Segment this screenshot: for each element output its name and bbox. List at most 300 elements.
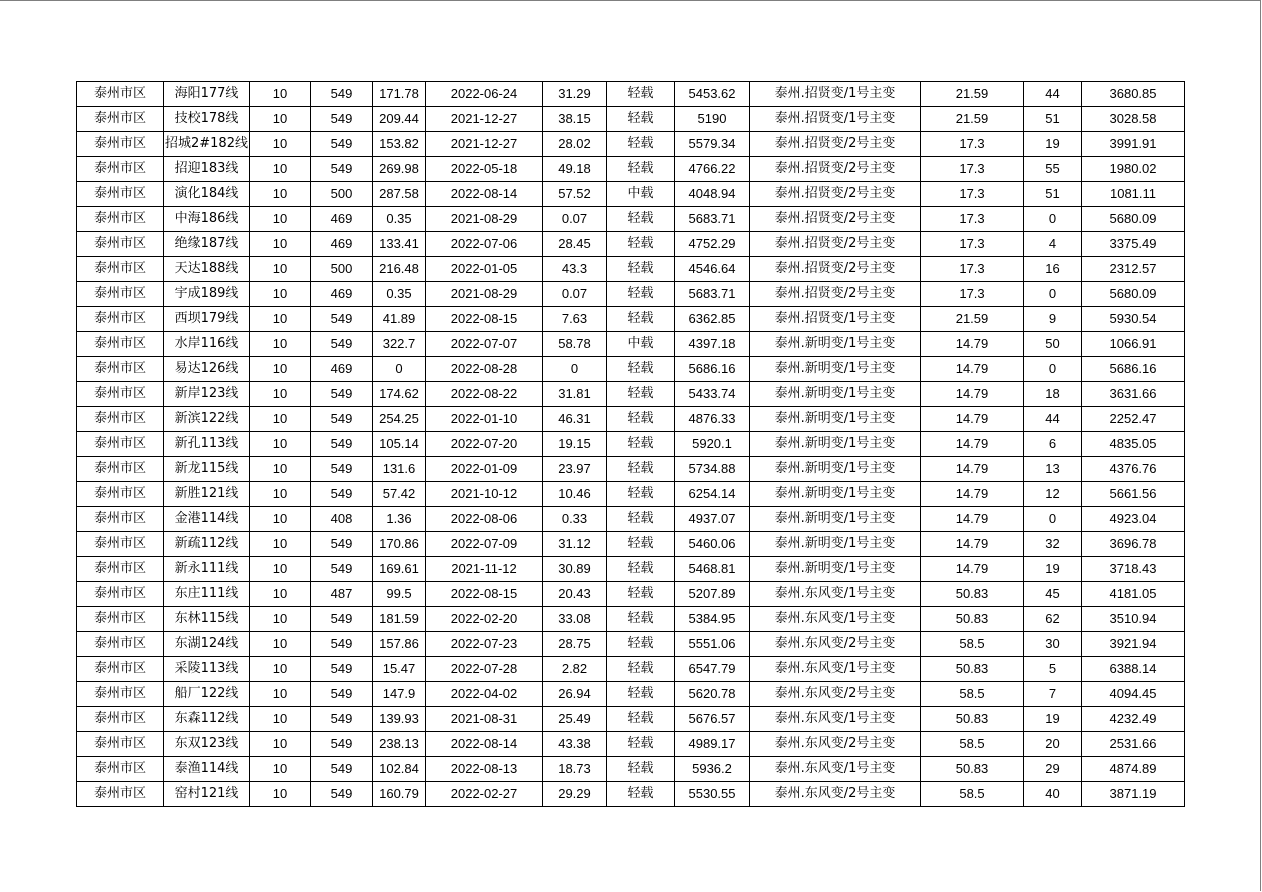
count-cell: 44 xyxy=(1024,82,1082,107)
available-capacity-cell: 4989.17 xyxy=(675,732,750,757)
capacity-cell: 549 xyxy=(311,782,373,807)
table-row xyxy=(77,632,1185,657)
table-row xyxy=(77,757,1185,782)
available-capacity-cell: 5190 xyxy=(675,107,750,132)
count-cell: 0 xyxy=(1024,207,1082,232)
table-row xyxy=(77,232,1185,257)
load-cell: 131.6 xyxy=(373,457,426,482)
transformer-load-rate-cell: 58.5 xyxy=(921,682,1024,707)
transformer-cell: 泰州.招贤变/2号主变 xyxy=(750,282,921,307)
capacity-cell: 549 xyxy=(311,82,373,107)
date-cell: 2021-12-27 xyxy=(426,107,543,132)
capacity-cell: 549 xyxy=(311,632,373,657)
available-capacity-cell: 5453.62 xyxy=(675,82,750,107)
line-name-cell: 东湖124线 xyxy=(164,632,250,657)
voltage-cell: 10 xyxy=(250,507,311,532)
region-cell: 泰州市区 xyxy=(77,557,164,582)
date-cell: 2022-02-20 xyxy=(426,607,543,632)
remaining-capacity-cell: 3375.49 xyxy=(1082,232,1185,257)
region-cell: 泰州市区 xyxy=(77,457,164,482)
available-capacity-cell: 5683.71 xyxy=(675,282,750,307)
voltage-cell: 10 xyxy=(250,407,311,432)
transformer-cell: 泰州.招贤变/2号主变 xyxy=(750,157,921,182)
count-cell: 45 xyxy=(1024,582,1082,607)
region-cell: 泰州市区 xyxy=(77,732,164,757)
line-name-cell: 海阳177线 xyxy=(164,82,250,107)
load-status-cell: 轻载 xyxy=(607,657,675,682)
load-rate-cell: 19.15 xyxy=(543,432,607,457)
transformer-cell: 泰州.新明变/1号主变 xyxy=(750,507,921,532)
transformer-load-rate-cell: 17.3 xyxy=(921,232,1024,257)
line-name-cell: 易达126线 xyxy=(164,357,250,382)
available-capacity-cell: 5683.71 xyxy=(675,207,750,232)
load-status-cell: 轻载 xyxy=(607,457,675,482)
count-cell: 0 xyxy=(1024,507,1082,532)
voltage-cell: 10 xyxy=(250,457,311,482)
count-cell: 30 xyxy=(1024,632,1082,657)
transformer-cell: 泰州.招贤变/2号主变 xyxy=(750,132,921,157)
transformer-cell: 泰州.东风变/1号主变 xyxy=(750,707,921,732)
transformer-cell: 泰州.新明变/1号主变 xyxy=(750,557,921,582)
load-rate-cell: 7.63 xyxy=(543,307,607,332)
load-cell: 99.5 xyxy=(373,582,426,607)
load-status-cell: 轻载 xyxy=(607,307,675,332)
transformer-load-rate-cell: 14.79 xyxy=(921,482,1024,507)
date-cell: 2021-12-27 xyxy=(426,132,543,157)
capacity-cell: 549 xyxy=(311,332,373,357)
transformer-load-rate-cell: 14.79 xyxy=(921,382,1024,407)
transformer-cell: 泰州.东风变/1号主变 xyxy=(750,657,921,682)
voltage-cell: 10 xyxy=(250,82,311,107)
voltage-cell: 10 xyxy=(250,532,311,557)
line-name-cell: 天达188线 xyxy=(164,257,250,282)
transformer-cell: 泰州.新明变/1号主变 xyxy=(750,357,921,382)
load-rate-cell: 0.07 xyxy=(543,282,607,307)
region-cell: 泰州市区 xyxy=(77,207,164,232)
load-rate-cell: 38.15 xyxy=(543,107,607,132)
available-capacity-cell: 5734.88 xyxy=(675,457,750,482)
load-status-cell: 轻载 xyxy=(607,782,675,807)
capacity-cell: 549 xyxy=(311,682,373,707)
line-name-cell: 水岸116线 xyxy=(164,332,250,357)
available-capacity-cell: 5468.81 xyxy=(675,557,750,582)
load-cell: 254.25 xyxy=(373,407,426,432)
transformer-load-rate-cell: 14.79 xyxy=(921,507,1024,532)
region-cell: 泰州市区 xyxy=(77,532,164,557)
count-cell: 50 xyxy=(1024,332,1082,357)
count-cell: 29 xyxy=(1024,757,1082,782)
voltage-cell: 10 xyxy=(250,232,311,257)
load-cell: 238.13 xyxy=(373,732,426,757)
load-cell: 157.86 xyxy=(373,632,426,657)
load-cell: 322.7 xyxy=(373,332,426,357)
transformer-cell: 泰州.招贤变/1号主变 xyxy=(750,307,921,332)
region-cell: 泰州市区 xyxy=(77,157,164,182)
capacity-cell: 549 xyxy=(311,107,373,132)
capacity-cell: 408 xyxy=(311,507,373,532)
region-cell: 泰州市区 xyxy=(77,482,164,507)
load-cell: 1.36 xyxy=(373,507,426,532)
load-rate-cell: 0.33 xyxy=(543,507,607,532)
region-cell: 泰州市区 xyxy=(77,632,164,657)
line-name-cell: 东双123线 xyxy=(164,732,250,757)
count-cell: 19 xyxy=(1024,132,1082,157)
voltage-cell: 10 xyxy=(250,682,311,707)
voltage-cell: 10 xyxy=(250,382,311,407)
region-cell: 泰州市区 xyxy=(77,282,164,307)
capacity-cell: 500 xyxy=(311,182,373,207)
load-status-cell: 轻载 xyxy=(607,282,675,307)
transformer-cell: 泰州.东风变/2号主变 xyxy=(750,632,921,657)
capacity-cell: 549 xyxy=(311,432,373,457)
date-cell: 2022-08-14 xyxy=(426,182,543,207)
transformer-cell: 泰州.东风变/2号主变 xyxy=(750,682,921,707)
transformer-cell: 泰州.招贤变/2号主变 xyxy=(750,232,921,257)
count-cell: 19 xyxy=(1024,707,1082,732)
voltage-cell: 10 xyxy=(250,207,311,232)
remaining-capacity-cell: 4232.49 xyxy=(1082,707,1185,732)
region-cell: 泰州市区 xyxy=(77,432,164,457)
load-rate-cell: 20.43 xyxy=(543,582,607,607)
transformer-load-rate-cell: 14.79 xyxy=(921,557,1024,582)
remaining-capacity-cell: 5930.54 xyxy=(1082,307,1185,332)
count-cell: 6 xyxy=(1024,432,1082,457)
table-row xyxy=(77,282,1185,307)
count-cell: 12 xyxy=(1024,482,1082,507)
load-rate-cell: 18.73 xyxy=(543,757,607,782)
count-cell: 32 xyxy=(1024,532,1082,557)
table-row xyxy=(77,432,1185,457)
region-cell: 泰州市区 xyxy=(77,257,164,282)
date-cell: 2022-08-22 xyxy=(426,382,543,407)
region-cell: 泰州市区 xyxy=(77,232,164,257)
line-name-cell: 新孔113线 xyxy=(164,432,250,457)
voltage-cell: 10 xyxy=(250,632,311,657)
transformer-load-rate-cell: 21.59 xyxy=(921,307,1024,332)
load-cell: 15.47 xyxy=(373,657,426,682)
load-cell: 105.14 xyxy=(373,432,426,457)
line-name-cell: 窑村121线 xyxy=(164,782,250,807)
load-cell: 147.9 xyxy=(373,682,426,707)
table-row xyxy=(77,457,1185,482)
date-cell: 2022-01-05 xyxy=(426,257,543,282)
date-cell: 2021-11-12 xyxy=(426,557,543,582)
line-name-cell: 宇成189线 xyxy=(164,282,250,307)
data-table xyxy=(76,81,1185,807)
transformer-load-rate-cell: 14.79 xyxy=(921,457,1024,482)
available-capacity-cell: 4546.64 xyxy=(675,257,750,282)
transformer-cell: 泰州.招贤变/1号主变 xyxy=(750,107,921,132)
transformer-load-rate-cell: 17.3 xyxy=(921,132,1024,157)
date-cell: 2022-07-07 xyxy=(426,332,543,357)
available-capacity-cell: 4397.18 xyxy=(675,332,750,357)
load-cell: 133.41 xyxy=(373,232,426,257)
load-status-cell: 轻载 xyxy=(607,382,675,407)
available-capacity-cell: 4937.07 xyxy=(675,507,750,532)
remaining-capacity-cell: 2531.66 xyxy=(1082,732,1185,757)
remaining-capacity-cell: 2252.47 xyxy=(1082,407,1185,432)
table-row xyxy=(77,332,1185,357)
line-name-cell: 新滨122线 xyxy=(164,407,250,432)
transformer-load-rate-cell: 14.79 xyxy=(921,532,1024,557)
region-cell: 泰州市区 xyxy=(77,357,164,382)
table-row xyxy=(77,407,1185,432)
load-cell: 170.86 xyxy=(373,532,426,557)
date-cell: 2022-08-14 xyxy=(426,732,543,757)
voltage-cell: 10 xyxy=(250,707,311,732)
capacity-cell: 549 xyxy=(311,607,373,632)
load-rate-cell: 31.12 xyxy=(543,532,607,557)
load-status-cell: 轻载 xyxy=(607,732,675,757)
load-status-cell: 轻载 xyxy=(607,632,675,657)
load-cell: 169.61 xyxy=(373,557,426,582)
load-status-cell: 轻载 xyxy=(607,207,675,232)
transformer-load-rate-cell: 58.5 xyxy=(921,782,1024,807)
voltage-cell: 10 xyxy=(250,757,311,782)
date-cell: 2021-10-12 xyxy=(426,482,543,507)
table-row xyxy=(77,707,1185,732)
transformer-cell: 泰州.新明变/1号主变 xyxy=(750,407,921,432)
table-row xyxy=(77,557,1185,582)
remaining-capacity-cell: 3696.78 xyxy=(1082,532,1185,557)
transformer-cell: 泰州.新明变/1号主变 xyxy=(750,457,921,482)
capacity-cell: 549 xyxy=(311,407,373,432)
voltage-cell: 10 xyxy=(250,782,311,807)
transformer-cell: 泰州.东风变/2号主变 xyxy=(750,732,921,757)
transformer-load-rate-cell: 21.59 xyxy=(921,107,1024,132)
line-name-cell: 中海186线 xyxy=(164,207,250,232)
table-row xyxy=(77,382,1185,407)
capacity-cell: 549 xyxy=(311,482,373,507)
available-capacity-cell: 5676.57 xyxy=(675,707,750,732)
remaining-capacity-cell: 2312.57 xyxy=(1082,257,1185,282)
voltage-cell: 10 xyxy=(250,332,311,357)
load-status-cell: 轻载 xyxy=(607,357,675,382)
load-status-cell: 轻载 xyxy=(607,532,675,557)
transformer-cell: 泰州.新明变/1号主变 xyxy=(750,382,921,407)
table-row xyxy=(77,257,1185,282)
region-cell: 泰州市区 xyxy=(77,607,164,632)
table-body xyxy=(77,82,1185,807)
count-cell: 5 xyxy=(1024,657,1082,682)
load-cell: 153.82 xyxy=(373,132,426,157)
transformer-cell: 泰州.招贤变/1号主变 xyxy=(750,82,921,107)
remaining-capacity-cell: 5680.09 xyxy=(1082,282,1185,307)
transformer-load-rate-cell: 50.83 xyxy=(921,757,1024,782)
transformer-cell: 泰州.新明变/1号主变 xyxy=(750,432,921,457)
region-cell: 泰州市区 xyxy=(77,707,164,732)
line-name-cell: 新龙115线 xyxy=(164,457,250,482)
date-cell: 2022-08-28 xyxy=(426,357,543,382)
load-rate-cell: 28.02 xyxy=(543,132,607,157)
transformer-load-rate-cell: 14.79 xyxy=(921,332,1024,357)
region-cell: 泰州市区 xyxy=(77,757,164,782)
load-status-cell: 轻载 xyxy=(607,132,675,157)
load-rate-cell: 0.07 xyxy=(543,207,607,232)
date-cell: 2021-08-29 xyxy=(426,282,543,307)
count-cell: 44 xyxy=(1024,407,1082,432)
count-cell: 9 xyxy=(1024,307,1082,332)
load-status-cell: 轻载 xyxy=(607,707,675,732)
line-name-cell: 绝缘187线 xyxy=(164,232,250,257)
capacity-cell: 549 xyxy=(311,532,373,557)
load-cell: 160.79 xyxy=(373,782,426,807)
date-cell: 2022-01-09 xyxy=(426,457,543,482)
line-name-cell: 东林115线 xyxy=(164,607,250,632)
load-status-cell: 中载 xyxy=(607,332,675,357)
remaining-capacity-cell: 4094.45 xyxy=(1082,682,1185,707)
transformer-cell: 泰州.招贤变/2号主变 xyxy=(750,182,921,207)
available-capacity-cell: 6362.85 xyxy=(675,307,750,332)
table-row xyxy=(77,682,1185,707)
voltage-cell: 10 xyxy=(250,657,311,682)
line-name-cell: 新疏112线 xyxy=(164,532,250,557)
load-cell: 102.84 xyxy=(373,757,426,782)
region-cell: 泰州市区 xyxy=(77,307,164,332)
table-row xyxy=(77,182,1185,207)
count-cell: 18 xyxy=(1024,382,1082,407)
table-row xyxy=(77,357,1185,382)
available-capacity-cell: 5936.2 xyxy=(675,757,750,782)
region-cell: 泰州市区 xyxy=(77,507,164,532)
load-status-cell: 中载 xyxy=(607,182,675,207)
capacity-cell: 549 xyxy=(311,657,373,682)
load-rate-cell: 58.78 xyxy=(543,332,607,357)
remaining-capacity-cell: 3028.58 xyxy=(1082,107,1185,132)
date-cell: 2022-07-20 xyxy=(426,432,543,457)
transformer-cell: 泰州.东风变/1号主变 xyxy=(750,757,921,782)
capacity-cell: 549 xyxy=(311,132,373,157)
date-cell: 2022-02-27 xyxy=(426,782,543,807)
voltage-cell: 10 xyxy=(250,282,311,307)
voltage-cell: 10 xyxy=(250,732,311,757)
table-row xyxy=(77,307,1185,332)
load-rate-cell: 33.08 xyxy=(543,607,607,632)
line-name-cell: 泰渔114线 xyxy=(164,757,250,782)
load-status-cell: 轻载 xyxy=(607,557,675,582)
count-cell: 55 xyxy=(1024,157,1082,182)
table-row xyxy=(77,482,1185,507)
count-cell: 7 xyxy=(1024,682,1082,707)
available-capacity-cell: 5433.74 xyxy=(675,382,750,407)
voltage-cell: 10 xyxy=(250,607,311,632)
voltage-cell: 10 xyxy=(250,432,311,457)
transformer-cell: 泰州.东风变/1号主变 xyxy=(750,582,921,607)
load-cell: 41.89 xyxy=(373,307,426,332)
load-status-cell: 轻载 xyxy=(607,582,675,607)
load-rate-cell: 0 xyxy=(543,357,607,382)
region-cell: 泰州市区 xyxy=(77,182,164,207)
date-cell: 2022-07-23 xyxy=(426,632,543,657)
load-cell: 181.59 xyxy=(373,607,426,632)
remaining-capacity-cell: 1066.91 xyxy=(1082,332,1185,357)
line-name-cell: 演化184线 xyxy=(164,182,250,207)
transformer-load-rate-cell: 17.3 xyxy=(921,157,1024,182)
remaining-capacity-cell: 1980.02 xyxy=(1082,157,1185,182)
count-cell: 51 xyxy=(1024,182,1082,207)
load-status-cell: 轻载 xyxy=(607,607,675,632)
transformer-cell: 泰州.新明变/1号主变 xyxy=(750,332,921,357)
capacity-cell: 487 xyxy=(311,582,373,607)
load-rate-cell: 29.29 xyxy=(543,782,607,807)
remaining-capacity-cell: 3631.66 xyxy=(1082,382,1185,407)
remaining-capacity-cell: 3718.43 xyxy=(1082,557,1185,582)
transformer-load-rate-cell: 50.83 xyxy=(921,657,1024,682)
load-rate-cell: 23.97 xyxy=(543,457,607,482)
capacity-cell: 469 xyxy=(311,207,373,232)
available-capacity-cell: 5579.34 xyxy=(675,132,750,157)
region-cell: 泰州市区 xyxy=(77,782,164,807)
line-name-cell: 东森112线 xyxy=(164,707,250,732)
capacity-cell: 549 xyxy=(311,457,373,482)
available-capacity-cell: 4048.94 xyxy=(675,182,750,207)
date-cell: 2021-08-29 xyxy=(426,207,543,232)
remaining-capacity-cell: 3991.91 xyxy=(1082,132,1185,157)
date-cell: 2022-01-10 xyxy=(426,407,543,432)
available-capacity-cell: 6254.14 xyxy=(675,482,750,507)
transformer-cell: 泰州.招贤变/2号主变 xyxy=(750,257,921,282)
region-cell: 泰州市区 xyxy=(77,682,164,707)
count-cell: 16 xyxy=(1024,257,1082,282)
region-cell: 泰州市区 xyxy=(77,382,164,407)
load-rate-cell: 10.46 xyxy=(543,482,607,507)
transformer-load-rate-cell: 17.3 xyxy=(921,207,1024,232)
load-cell: 139.93 xyxy=(373,707,426,732)
table-row xyxy=(77,607,1185,632)
voltage-cell: 10 xyxy=(250,357,311,382)
count-cell: 0 xyxy=(1024,282,1082,307)
available-capacity-cell: 5460.06 xyxy=(675,532,750,557)
transformer-load-rate-cell: 58.5 xyxy=(921,732,1024,757)
remaining-capacity-cell: 5686.16 xyxy=(1082,357,1185,382)
load-status-cell: 轻载 xyxy=(607,482,675,507)
load-rate-cell: 26.94 xyxy=(543,682,607,707)
load-cell: 171.78 xyxy=(373,82,426,107)
table-row xyxy=(77,207,1185,232)
capacity-cell: 549 xyxy=(311,732,373,757)
table-row xyxy=(77,107,1185,132)
line-name-cell: 新永111线 xyxy=(164,557,250,582)
transformer-load-rate-cell: 14.79 xyxy=(921,357,1024,382)
load-rate-cell: 49.18 xyxy=(543,157,607,182)
load-cell: 57.42 xyxy=(373,482,426,507)
remaining-capacity-cell: 5661.56 xyxy=(1082,482,1185,507)
capacity-cell: 469 xyxy=(311,357,373,382)
line-name-cell: 新岸123线 xyxy=(164,382,250,407)
transformer-load-rate-cell: 50.83 xyxy=(921,582,1024,607)
available-capacity-cell: 5686.16 xyxy=(675,357,750,382)
remaining-capacity-cell: 3871.19 xyxy=(1082,782,1185,807)
line-name-cell: 金港114线 xyxy=(164,507,250,532)
voltage-cell: 10 xyxy=(250,557,311,582)
date-cell: 2022-07-28 xyxy=(426,657,543,682)
region-cell: 泰州市区 xyxy=(77,582,164,607)
available-capacity-cell: 5620.78 xyxy=(675,682,750,707)
line-name-cell: 船厂122线 xyxy=(164,682,250,707)
date-cell: 2022-08-13 xyxy=(426,757,543,782)
count-cell: 13 xyxy=(1024,457,1082,482)
region-cell: 泰州市区 xyxy=(77,657,164,682)
load-cell: 0.35 xyxy=(373,207,426,232)
remaining-capacity-cell: 4376.76 xyxy=(1082,457,1185,482)
date-cell: 2021-08-31 xyxy=(426,707,543,732)
load-rate-cell: 30.89 xyxy=(543,557,607,582)
load-cell: 269.98 xyxy=(373,157,426,182)
transformer-load-rate-cell: 58.5 xyxy=(921,632,1024,657)
table-row xyxy=(77,582,1185,607)
transformer-cell: 泰州.东风变/2号主变 xyxy=(750,782,921,807)
transformer-cell: 泰州.新明变/1号主变 xyxy=(750,532,921,557)
